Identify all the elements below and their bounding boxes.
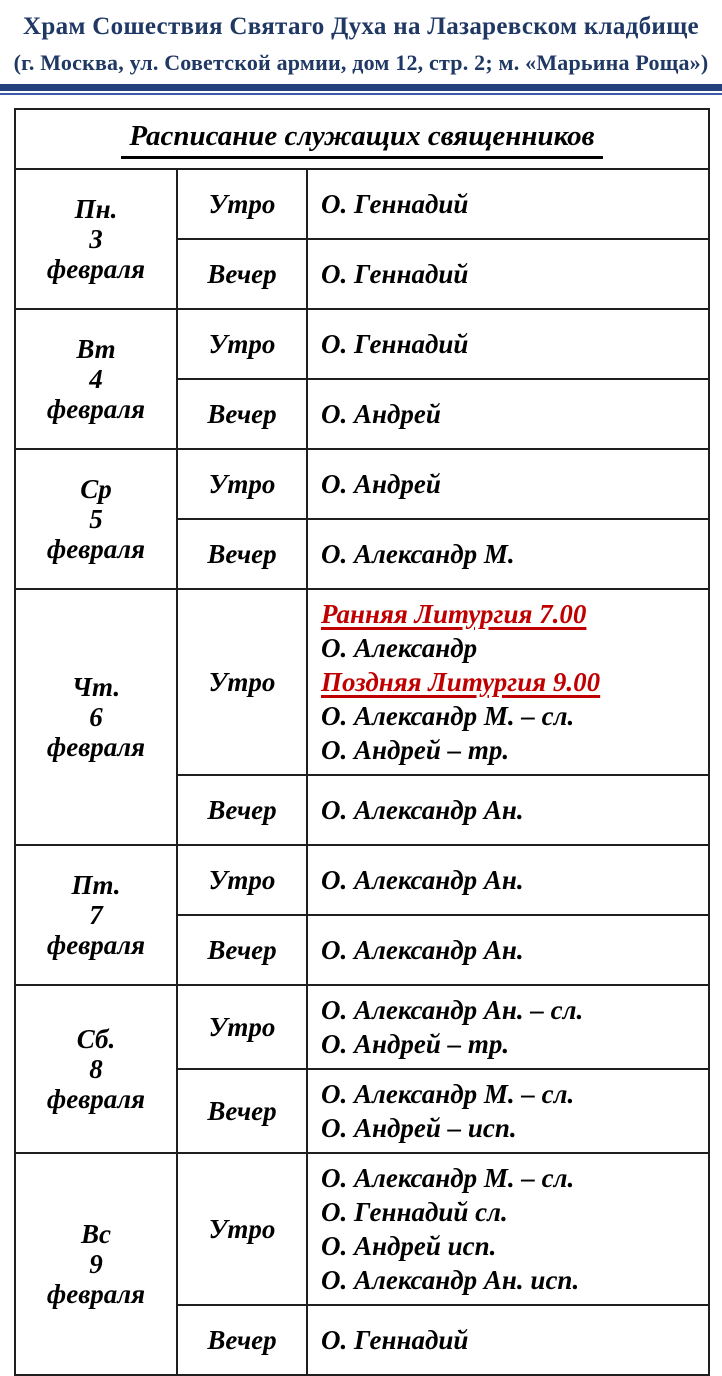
- day-day: Пт.: [71, 869, 121, 900]
- names-cell: [307, 915, 709, 985]
- priest-name-line: О. Александр Ан.: [321, 795, 524, 825]
- priest-name-line: О. Александр Ан.: [321, 865, 524, 895]
- divider-thick-bar: [0, 84, 722, 91]
- morning-label-cell: Утро: [177, 309, 307, 379]
- day-month: февраля: [46, 930, 146, 961]
- evening-label-cell: Вечер: [177, 915, 307, 985]
- day-date: 6: [89, 701, 103, 732]
- day-month: февраля: [46, 1084, 146, 1115]
- names-cell: [307, 845, 709, 915]
- day-day: Вс: [81, 1218, 111, 1249]
- priest-name-line: О. Александр М. – сл.: [321, 701, 575, 731]
- evening-label-cell: Вечер: [177, 239, 307, 309]
- day-cell: [15, 1153, 177, 1375]
- church-name: Храм Сошествия Святаго Духа на Лазаревском кладбище: [23, 13, 699, 40]
- names-cell: [307, 1305, 709, 1375]
- priest-name-line: О. Андрей: [321, 399, 441, 429]
- names-cell: [307, 169, 709, 239]
- names-cell: [307, 985, 709, 1069]
- day-day: Ср: [80, 473, 112, 504]
- day-row-morning: [15, 169, 709, 239]
- day-month: февраля: [46, 394, 146, 425]
- priest-name-line: О. Геннадий: [321, 329, 469, 359]
- names-cell: [307, 239, 709, 309]
- priest-name-line: О. Андрей – тр.: [321, 735, 510, 765]
- day-row-morning: [15, 449, 709, 519]
- priest-name-line: О. Геннадий: [321, 259, 469, 289]
- morning-label-cell: Утро: [177, 169, 307, 239]
- liturgy-line: Ранняя Литургия 7.00: [321, 599, 587, 629]
- day-cell: [15, 169, 177, 309]
- table-title-row: [15, 109, 709, 169]
- liturgy-line: Поздняя Литургия 9.00: [321, 667, 601, 697]
- table-title: Расписание служащих священников: [121, 120, 602, 159]
- day-month: февраля: [46, 254, 146, 285]
- morning-label-cell: Утро: [177, 1153, 307, 1305]
- names-cell: [307, 519, 709, 589]
- names-cell: [307, 775, 709, 845]
- header-divider: [0, 84, 722, 95]
- evening-label-cell: Вечер: [177, 1069, 307, 1153]
- day-cell: [15, 985, 177, 1153]
- day-date: 7: [89, 899, 103, 930]
- day-cell: [15, 845, 177, 985]
- day-month: февраля: [46, 1279, 146, 1310]
- names-cell: [307, 1153, 709, 1305]
- day-date: 3: [89, 223, 103, 254]
- priest-name-line: О. Андрей – исп.: [321, 1113, 517, 1143]
- day-row-morning: [15, 985, 709, 1069]
- day-date: 9: [89, 1248, 103, 1279]
- evening-label-cell: Вечер: [177, 775, 307, 845]
- priest-name-line: О. Александр: [321, 633, 478, 663]
- morning-label-cell: Утро: [177, 449, 307, 519]
- morning-label-cell: Утро: [177, 589, 307, 775]
- day-row-morning: [15, 309, 709, 379]
- names-cell: [307, 589, 709, 775]
- priest-name-line: О. Геннадий сл.: [321, 1197, 508, 1227]
- priest-name-line: О. Андрей – тр.: [321, 1029, 510, 1059]
- priest-name-line: О. Александр Ан.: [321, 935, 524, 965]
- divider-thin-line: [0, 93, 722, 95]
- priest-name-line: О. Андрей исп.: [321, 1231, 497, 1261]
- names-cell: [307, 379, 709, 449]
- morning-label-cell: Утро: [177, 985, 307, 1069]
- schedule-table-container: [14, 108, 708, 1376]
- day-month: февраля: [46, 534, 146, 565]
- day-day: Пн.: [74, 193, 118, 224]
- church-header: [0, 0, 722, 74]
- priest-name-line: О. Александр М.: [321, 539, 515, 569]
- morning-label-cell: Утро: [177, 845, 307, 915]
- day-cell: [15, 309, 177, 449]
- evening-label-cell: Вечер: [177, 1305, 307, 1375]
- day-date: 4: [89, 363, 103, 394]
- day-date: 5: [89, 503, 103, 534]
- priest-name-line: О. Александр М. – сл.: [321, 1163, 575, 1193]
- schedule-table: [14, 108, 710, 1376]
- day-cell: [15, 449, 177, 589]
- table-title-cell: [15, 109, 709, 169]
- priest-name-line: О. Андрей: [321, 469, 441, 499]
- evening-label-cell: Вечер: [177, 379, 307, 449]
- day-row-morning: [15, 845, 709, 915]
- day-cell: [15, 589, 177, 845]
- day-day: Сб.: [76, 1023, 116, 1054]
- names-cell: [307, 309, 709, 379]
- day-day: Чт.: [71, 671, 121, 702]
- priest-name-line: О. Александр М. – сл.: [321, 1079, 575, 1109]
- day-month: февраля: [46, 732, 146, 763]
- day-row-morning: [15, 1153, 709, 1305]
- priest-name-line: О. Александр Ан. – сл.: [321, 995, 584, 1025]
- priest-name-line: О. Александр Ан. исп.: [321, 1265, 580, 1295]
- evening-label-cell: Вечер: [177, 519, 307, 589]
- day-day: Вт: [76, 333, 116, 364]
- day-row-morning: [15, 589, 709, 775]
- names-cell: [307, 1069, 709, 1153]
- priest-name-line: О. Геннадий: [321, 189, 469, 219]
- church-address: (г. Москва, ул. Советской армии, дом 12, стр. 2; м. «Марьина Роща»): [13, 50, 709, 75]
- names-cell: [307, 449, 709, 519]
- day-date: 8: [89, 1053, 103, 1084]
- priest-name-line: О. Геннадий: [321, 1325, 469, 1355]
